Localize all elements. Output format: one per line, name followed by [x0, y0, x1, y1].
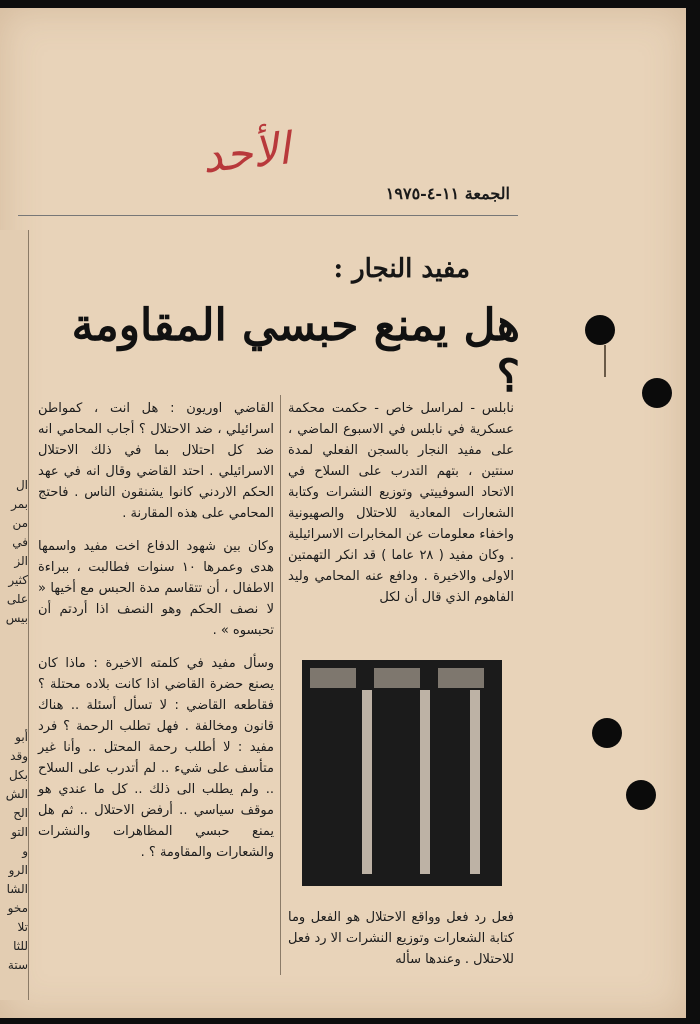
fragment: ال [15, 478, 28, 492]
article-kicker: مفيد النجار : [333, 254, 470, 284]
fragment: الح [13, 806, 28, 820]
fragment: تلا [17, 920, 28, 934]
fragment: الرو [8, 863, 28, 877]
fragment [0, 628, 28, 668]
punch-hole [592, 718, 622, 748]
margin-pencil-mark [604, 345, 606, 377]
fragment: وقد [10, 749, 28, 763]
handwritten-publication-name: الأحد [199, 123, 293, 184]
fragment: من [12, 516, 28, 530]
punch-hole [642, 378, 672, 408]
fragment: بيس [5, 611, 28, 625]
article-headline: هل يمنع حبسي المقاومة ؟ [71, 300, 520, 402]
paragraph: وكان بين شهود الدفاع اخت مفيد واسمها هدى وعمرها ١٠ سنوات فطالبت ، ببراءة الاطفال ، أن تتقاسم مدة الحبس مع أخيها « لا نصف الحكم وهو النصف اذا أردتم أن تحبسوه » . [38, 539, 274, 638]
previous-column-strip [0, 230, 29, 1000]
publication-date: الجمعة ١١-٤-١٩٧٥ [385, 184, 510, 203]
fragment: مخو [7, 901, 28, 915]
paragraph: القاضي اوريون : هل انت ، كمواطن اسرائيلي ، ضد الاحتلال ؟ أجاب المحامي انه ضد كل احتلال بما في ذلك الاحتلال الاسرائيلي . احتد القاضي وقال انه في عهد الحكم الاردني كانوا يشنقون الناس . فاحتج المحامي على هذه المقارنة . [38, 401, 274, 521]
fragment: الش [5, 787, 28, 801]
column-divider [280, 395, 281, 975]
fragment: على [6, 592, 28, 606]
fragment: التو [11, 825, 28, 839]
fragment: أبو [15, 730, 28, 744]
fragment: للثا [13, 939, 28, 953]
right-column-bottom-text: فعل رد فعل وواقع الاحتلال هو الفعل وما كتابة الشعارات وتوزيع النشرات الا رد فعل للاحتلال . وعندها سأله [288, 910, 514, 967]
article-photo [302, 660, 502, 886]
punch-hole [626, 780, 656, 810]
left-column-text [38, 398, 274, 875]
paragraph: وسأل مفيد في كلمته الاخيرة : ماذا كان يصنع حضرة القاضي اذا كانت بلاده محتلة ؟ فقاطعه القاضي : لا تسأل أسئلة .. هناك قانون ومخالفة . فهل تطلب الرحمة ؟ فرد مفيد : لا أطلب رحمة المحتل .. وأنا غير متأسف على شيء .. لم أتدرب على السلاح .. ولم يطلب الى ذلك .. كل ما عندي هو موقف سياسي .. أرفض الاحتلال .. ثم هل يمنع حبسي المظاهرات والنشرات والشعارات والمقاومة ؟ . [38, 656, 274, 860]
fragment: الز [14, 554, 28, 568]
fragment: الشا [6, 882, 28, 896]
header-rule [18, 215, 518, 216]
fragment [0, 668, 28, 728]
fragment: كثير [8, 573, 28, 587]
fragment: و [22, 844, 28, 858]
fragment: بمر [11, 497, 28, 511]
right-column-text: نابلس - لمراسل خاص - حكمت محكمة عسكرية في نابلس في الاسبوع الماضي ، على مفيد النجار بالسجن الفعلي لمدة سنتين ، بتهم التدرب على السلاح في الاتحاد السوفييتي وتوزيع النشرات وكتابة الشعارات المعادية للاحتلال والصهيونية واخفاء معلومات عن المخابرات الاسرائيلية . وكان مفيد ( ٢٨ عاما ) قد انكر التهمتين الاولى والاخيرة . ودافع عنه المحامي وليد الفاهوم الذي قال أن لكل [288, 401, 514, 605]
fragment: في [12, 535, 28, 549]
fragment: بكل [8, 768, 28, 782]
fragment: ستة [7, 958, 28, 972]
punch-hole [585, 315, 615, 345]
